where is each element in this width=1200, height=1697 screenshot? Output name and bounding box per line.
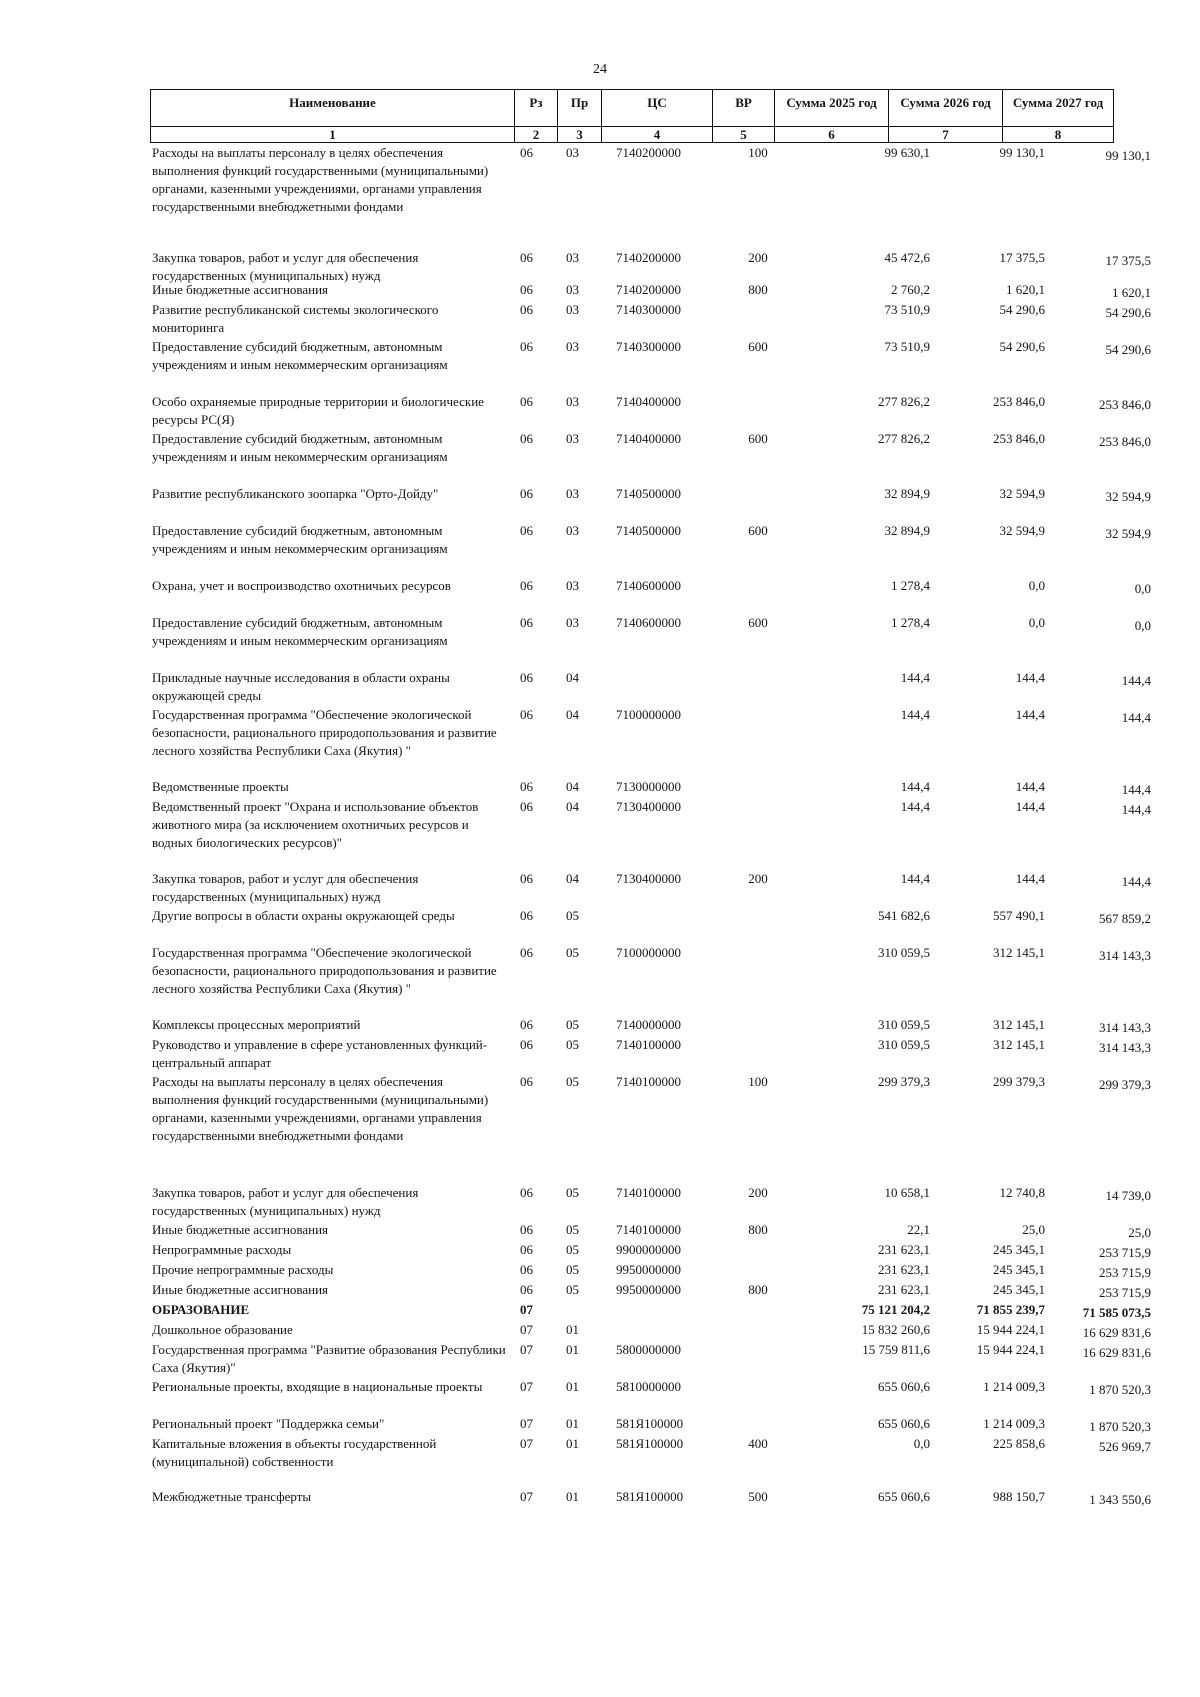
row-rz: 06 (520, 1037, 533, 1052)
row-sum-2027: 253 846,0 (1099, 397, 1151, 412)
table-row (150, 522, 1151, 558)
row-name: Региональный проект "Поддержка семьи" (152, 1416, 385, 1431)
row-pr: 05 (566, 1222, 579, 1237)
row-name: Закупка товаров, работ и услуг для обеспечения государственных (муниципальных) нужд (152, 1185, 419, 1218)
row-rz: 06 (520, 1222, 533, 1237)
row-pr: 03 (566, 431, 579, 446)
row-sum-2027: 253 846,0 (1099, 434, 1151, 449)
row-rz: 06 (520, 945, 533, 960)
row-pr: 04 (566, 871, 579, 886)
row-rz: 06 (520, 486, 533, 501)
row-sum-2026: 0,0 (1028, 578, 1045, 593)
table-row (150, 1073, 1151, 1145)
row-sum-2026: 299 379,3 (993, 1074, 1045, 1089)
row-sum-2027: 54 290,6 (1105, 342, 1151, 357)
column-number: 4 (601, 126, 712, 142)
row-rz: 07 (520, 1436, 533, 1451)
row-rz: 06 (520, 339, 533, 354)
row-rz: 06 (520, 1262, 533, 1277)
row-sum-2025: 277 826,2 (878, 431, 930, 446)
row-rz: 07 (520, 1322, 533, 1337)
row-sum-2027: 144,4 (1121, 782, 1151, 797)
row-rz: 06 (520, 908, 533, 923)
column-number: 1 (150, 126, 514, 142)
row-name: Региональные проекты, входящие в национальные проекты (152, 1379, 483, 1394)
column-number: 3 (557, 126, 601, 142)
table-row (150, 944, 1151, 998)
table-row (150, 393, 1151, 429)
row-name: Развитие республиканской системы экологического мониторинга (152, 302, 439, 335)
row-sum-2026: 245 345,1 (993, 1282, 1045, 1297)
row-sum-2025: 2 760,2 (891, 282, 930, 297)
row-pr: 04 (566, 779, 579, 794)
row-sum-2026: 32 594,9 (999, 486, 1045, 501)
row-sum-2026: 144,4 (1015, 707, 1045, 722)
row-sum-2025: 45 472,6 (884, 250, 930, 265)
row-sum-2027: 25,0 (1128, 1225, 1151, 1240)
row-sum-2026: 54 290,6 (999, 339, 1045, 354)
row-pr: 03 (566, 302, 579, 317)
row-sum-2026: 144,4 (1015, 670, 1045, 685)
row-rz: 07 (520, 1342, 533, 1357)
table-row (150, 430, 1151, 466)
row-vr: 600 (748, 615, 768, 630)
row-pr: 01 (566, 1436, 579, 1451)
row-rz: 06 (520, 394, 533, 409)
row-pr: 05 (566, 908, 579, 923)
row-cs: 581Я100000 (616, 1436, 684, 1451)
row-sum-2027: 314 143,3 (1099, 1020, 1151, 1035)
row-sum-2027: 299 379,3 (1099, 1077, 1151, 1092)
row-cs: 9950000000 (616, 1282, 681, 1297)
row-sum-2027: 253 715,9 (1099, 1245, 1151, 1260)
row-sum-2025: 22,1 (907, 1222, 930, 1237)
row-cs: 7140200000 (616, 250, 681, 265)
row-name: Ведомственный проект "Охрана и использование объектов животного мира (за исключением охотничьих ресурсов и водных биологических ресурсов)" (152, 799, 479, 850)
row-name: Особо охраняемые природные территории и биологические ресурсы РС(Я) (152, 394, 484, 427)
row-vr: 200 (748, 871, 768, 886)
row-cs: 7140400000 (616, 394, 681, 409)
row-name: Дошкольное образование (152, 1322, 293, 1337)
row-rz: 06 (520, 302, 533, 317)
row-sum-2026: 144,4 (1015, 799, 1045, 814)
row-vr: 400 (748, 1436, 768, 1451)
row-sum-2025: 0,0 (913, 1436, 930, 1451)
row-name: Прикладные научные исследования в области охраны окружающей среды (152, 670, 450, 703)
row-sum-2026: 253 846,0 (993, 394, 1045, 409)
row-sum-2025: 32 894,9 (884, 486, 930, 501)
row-sum-2025: 10 658,1 (884, 1185, 930, 1200)
row-sum-2025: 75 121 204,2 (861, 1302, 930, 1317)
column-numbers-row (150, 126, 1114, 143)
row-pr: 03 (566, 282, 579, 297)
table-row (150, 1281, 1151, 1300)
row-rz: 06 (520, 1185, 533, 1200)
row-sum-2026: 54 290,6 (999, 302, 1045, 317)
row-name: Государственная программа "Обеспечение экологической безопасности, рационального природопользования и развитие лесного хозяйства Республики Саха (Якутия) " (152, 945, 497, 996)
row-pr: 03 (566, 615, 579, 630)
row-sum-2026: 0,0 (1028, 615, 1045, 630)
table-row (150, 706, 1151, 760)
row-name: Закупка товаров, работ и услуг для обеспечения государственных (муниципальных) нужд (152, 250, 419, 283)
row-vr: 100 (748, 145, 768, 160)
row-rz: 06 (520, 145, 533, 160)
row-sum-2025: 144,4 (900, 670, 930, 685)
row-sum-2025: 15 832 260,6 (861, 1322, 930, 1337)
row-cs: 7140200000 (616, 282, 681, 297)
row-sum-2026: 15 944 224,1 (976, 1342, 1045, 1357)
row-pr: 05 (566, 1185, 579, 1200)
row-rz: 06 (520, 707, 533, 722)
row-sum-2027: 1 620,1 (1112, 285, 1151, 300)
row-sum-2027: 16 629 831,6 (1082, 1325, 1151, 1340)
row-sum-2027: 32 594,9 (1105, 489, 1151, 504)
row-sum-2025: 73 510,9 (884, 339, 930, 354)
table-row (150, 1301, 1151, 1320)
row-rz: 06 (520, 578, 533, 593)
row-sum-2025: 310 059,5 (878, 945, 930, 960)
row-name: Другие вопросы в области охраны окружающей среды (152, 908, 455, 923)
column-number: 7 (888, 126, 1002, 142)
row-sum-2027: 144,4 (1121, 710, 1151, 725)
row-rz: 07 (520, 1489, 533, 1504)
row-sum-2027: 253 715,9 (1099, 1285, 1151, 1300)
table-row (150, 1036, 1151, 1072)
row-sum-2027: 71 585 073,5 (1082, 1305, 1151, 1320)
row-vr: 800 (748, 1282, 768, 1297)
row-sum-2025: 15 759 811,6 (862, 1342, 930, 1357)
row-cs: 7130400000 (616, 799, 681, 814)
row-name: ОБРАЗОВАНИЕ (152, 1302, 250, 1317)
row-vr: 200 (748, 1185, 768, 1200)
row-pr: 03 (566, 250, 579, 265)
row-name: Государственная программа "Развитие образования Республики Саха (Якутия)" (152, 1342, 506, 1375)
row-name: Капитальные вложения в объекты государственной (муниципальной) собственности (152, 1436, 437, 1469)
row-pr: 05 (566, 1074, 579, 1089)
row-pr: 01 (566, 1322, 579, 1337)
row-name: Руководство и управление в сфере установленных функций-центральный аппарат (152, 1037, 488, 1070)
row-sum-2026: 988 150,7 (993, 1489, 1045, 1504)
row-cs: 7130000000 (616, 779, 681, 794)
row-sum-2026: 25,0 (1022, 1222, 1045, 1237)
row-pr: 05 (566, 1242, 579, 1257)
row-sum-2026: 253 846,0 (993, 431, 1045, 446)
table-row (150, 1016, 1151, 1035)
row-pr: 05 (566, 1282, 579, 1297)
row-rz: 06 (520, 871, 533, 886)
row-cs: 7140500000 (616, 486, 681, 501)
row-pr: 05 (566, 1017, 579, 1032)
row-cs: 7140100000 (616, 1074, 681, 1089)
row-cs: 7100000000 (616, 945, 681, 960)
row-sum-2026: 15 944 224,1 (976, 1322, 1045, 1337)
row-sum-2025: 655 060,6 (878, 1379, 930, 1394)
row-pr: 03 (566, 486, 579, 501)
row-sum-2025: 1 278,4 (891, 615, 930, 630)
row-sum-2027: 99 130,1 (1105, 148, 1151, 163)
row-name: Предоставление субсидий бюджетным, автономным учреждениям и иным некоммерческим организациям (152, 523, 448, 556)
row-sum-2026: 557 490,1 (993, 908, 1045, 923)
row-pr: 03 (566, 145, 579, 160)
row-sum-2026: 144,4 (1015, 779, 1045, 794)
row-cs: 5810000000 (616, 1379, 681, 1394)
row-rz: 07 (520, 1416, 533, 1431)
row-sum-2027: 1 870 520,3 (1089, 1382, 1151, 1397)
row-sum-2026: 1 214 009,3 (983, 1379, 1045, 1394)
column-number: 5 (712, 126, 774, 142)
row-pr: 05 (566, 1037, 579, 1052)
row-name: Развитие республиканского зоопарка "Орто-Дойду" (152, 486, 439, 501)
row-name: Предоставление субсидий бюджетным, автономным учреждениям и иным некоммерческим организациям (152, 431, 448, 464)
row-sum-2026: 32 594,9 (999, 523, 1045, 538)
row-sum-2026: 71 855 239,7 (976, 1302, 1045, 1317)
table-header (150, 89, 1114, 127)
row-vr: 800 (748, 282, 768, 297)
page-number: 24 (593, 62, 607, 77)
row-pr: 03 (566, 523, 579, 538)
row-pr: 03 (566, 394, 579, 409)
row-sum-2025: 655 060,6 (878, 1489, 930, 1504)
row-vr: 500 (748, 1489, 768, 1504)
column-number: 6 (774, 126, 888, 142)
table-row (150, 614, 1151, 650)
row-sum-2025: 144,4 (900, 779, 930, 794)
row-cs: 7140000000 (616, 1017, 681, 1032)
table-row (150, 907, 1151, 926)
row-sum-2027: 32 594,9 (1105, 526, 1151, 541)
row-sum-2025: 144,4 (900, 799, 930, 814)
row-sum-2027: 16 629 831,6 (1082, 1345, 1151, 1360)
table-row (150, 1261, 1151, 1280)
row-name: Прочие непрограммные расходы (152, 1262, 334, 1277)
row-sum-2027: 144,4 (1121, 673, 1151, 688)
row-vr: 600 (748, 431, 768, 446)
row-name: Расходы на выплаты персоналу в целях обеспечения выполнения функций государственными (муниципальными) органами, казенными учреждениями, органами управления государственными внебюджетными фондами (152, 145, 489, 214)
table-row (150, 249, 1151, 285)
row-name: Иные бюджетные ассигнования (152, 1222, 329, 1237)
table-row (150, 1341, 1151, 1377)
row-cs: 7140600000 (616, 578, 681, 593)
row-pr: 01 (566, 1489, 579, 1504)
row-rz: 06 (520, 779, 533, 794)
row-sum-2025: 144,4 (900, 871, 930, 886)
row-sum-2027: 14 739,0 (1105, 1188, 1151, 1203)
row-pr: 01 (566, 1379, 579, 1394)
row-pr: 05 (566, 945, 579, 960)
table-row (150, 338, 1151, 374)
row-sum-2025: 231 623,1 (878, 1242, 930, 1257)
row-name: Закупка товаров, работ и услуг для обеспечения государственных (муниципальных) нужд (152, 871, 419, 904)
table-row (150, 1184, 1151, 1220)
header-sum-2025: Сумма 2025 год (774, 90, 888, 126)
row-cs: 7140300000 (616, 302, 681, 317)
row-rz: 06 (520, 282, 533, 297)
row-rz: 07 (520, 1302, 533, 1317)
row-rz: 06 (520, 1017, 533, 1032)
row-rz: 06 (520, 799, 533, 814)
table-row (150, 798, 1151, 852)
table-row (150, 1415, 1151, 1434)
row-rz: 06 (520, 1242, 533, 1257)
row-sum-2025: 541 682,6 (878, 908, 930, 923)
row-sum-2025: 231 623,1 (878, 1282, 930, 1297)
row-name: Государственная программа "Обеспечение экологической безопасности, рационального природопользования и развитие лесного хозяйства Республики Саха (Якутия) " (152, 707, 497, 758)
row-cs: 7140200000 (616, 145, 681, 160)
row-pr: 03 (566, 578, 579, 593)
row-sum-2025: 99 630,1 (884, 145, 930, 160)
row-pr: 01 (566, 1416, 579, 1431)
row-sum-2026: 245 345,1 (993, 1262, 1045, 1277)
row-rz: 06 (520, 431, 533, 446)
row-cs: 5800000000 (616, 1342, 681, 1357)
row-sum-2025: 231 623,1 (878, 1262, 930, 1277)
table-row (150, 485, 1151, 504)
row-name: Иные бюджетные ассигнования (152, 1282, 329, 1297)
row-sum-2025: 299 379,3 (878, 1074, 930, 1089)
row-cs: 581Я100000 (616, 1416, 684, 1431)
header-rz: Рз (514, 90, 557, 126)
row-sum-2026: 312 145,1 (993, 1037, 1045, 1052)
row-cs: 7140100000 (616, 1037, 681, 1052)
table-row (150, 1241, 1151, 1260)
row-cs: 9900000000 (616, 1242, 681, 1257)
row-cs: 7130400000 (616, 871, 681, 886)
row-vr: 600 (748, 339, 768, 354)
row-sum-2026: 312 145,1 (993, 1017, 1045, 1032)
row-sum-2027: 0,0 (1134, 618, 1151, 633)
row-cs: 9950000000 (616, 1262, 681, 1277)
row-sum-2026: 1 214 009,3 (983, 1416, 1045, 1431)
row-name: Межбюджетные трансферты (152, 1489, 312, 1504)
row-name: Предоставление субсидий бюджетным, автономным учреждениям и иным некоммерческим организациям (152, 615, 448, 648)
row-sum-2027: 1 343 550,6 (1089, 1492, 1151, 1507)
row-sum-2025: 32 894,9 (884, 523, 930, 538)
row-rz: 06 (520, 615, 533, 630)
row-sum-2027: 54 290,6 (1105, 305, 1151, 320)
row-pr: 04 (566, 707, 579, 722)
table-row (150, 1378, 1151, 1397)
row-sum-2027: 17 375,5 (1105, 253, 1151, 268)
row-sum-2027: 0,0 (1134, 581, 1151, 596)
row-sum-2025: 144,4 (900, 707, 930, 722)
column-number: 8 (1002, 126, 1114, 142)
table-row (150, 577, 1151, 596)
row-pr: 03 (566, 339, 579, 354)
row-sum-2027: 567 859,2 (1099, 911, 1151, 926)
table-row (150, 778, 1151, 797)
row-sum-2025: 277 826,2 (878, 394, 930, 409)
row-cs: 7140400000 (616, 431, 681, 446)
row-sum-2026: 12 740,8 (999, 1185, 1045, 1200)
row-sum-2026: 1 620,1 (1006, 282, 1045, 297)
table-row (150, 1435, 1151, 1471)
row-name: Непрограммные расходы (152, 1242, 292, 1257)
row-name: Ведомственные проекты (152, 779, 289, 794)
row-sum-2025: 310 059,5 (878, 1017, 930, 1032)
row-rz: 06 (520, 1282, 533, 1297)
row-pr: 05 (566, 1262, 579, 1277)
row-name: Комплексы процессных мероприятий (152, 1017, 361, 1032)
row-vr: 200 (748, 250, 768, 265)
row-pr: 04 (566, 670, 579, 685)
row-sum-2027: 1 870 520,3 (1089, 1419, 1151, 1434)
row-sum-2026: 245 345,1 (993, 1242, 1045, 1257)
row-rz: 06 (520, 1074, 533, 1089)
row-cs: 581Я100000 (616, 1489, 684, 1504)
row-name: Предоставление субсидий бюджетным, автономным учреждениям и иным некоммерческим организациям (152, 339, 448, 372)
table-row (150, 1488, 1151, 1507)
header-sum-2026: Сумма 2026 год (888, 90, 1002, 126)
row-rz: 06 (520, 670, 533, 685)
row-name: Расходы на выплаты персоналу в целях обеспечения выполнения функций государственными (муниципальными) органами, казенными учреждениями, органами управления государственными внебюджетными фондами (152, 1074, 489, 1143)
header-cs: ЦС (601, 90, 712, 126)
row-sum-2027: 144,4 (1121, 874, 1151, 889)
row-vr: 600 (748, 523, 768, 538)
header-vr: ВР (712, 90, 774, 126)
row-sum-2027: 314 143,3 (1099, 1040, 1151, 1055)
table-row (150, 870, 1151, 906)
row-cs: 7140100000 (616, 1185, 681, 1200)
table-row (150, 281, 1151, 300)
row-sum-2025: 73 510,9 (884, 302, 930, 317)
row-sum-2026: 312 145,1 (993, 945, 1045, 960)
row-sum-2027: 253 715,9 (1099, 1265, 1151, 1280)
row-sum-2025: 655 060,6 (878, 1416, 930, 1431)
row-sum-2027: 526 969,7 (1099, 1439, 1151, 1454)
row-sum-2026: 225 858,6 (993, 1436, 1045, 1451)
row-pr: 01 (566, 1342, 579, 1357)
header-name: Наименование (150, 90, 514, 126)
row-name: Иные бюджетные ассигнования (152, 282, 329, 297)
row-sum-2025: 1 278,4 (891, 578, 930, 593)
table-row (150, 669, 1151, 705)
row-cs: 7140500000 (616, 523, 681, 538)
row-rz: 06 (520, 523, 533, 538)
column-number: 2 (514, 126, 557, 142)
row-sum-2027: 144,4 (1121, 802, 1151, 817)
row-sum-2026: 17 375,5 (999, 250, 1045, 265)
row-cs: 7100000000 (616, 707, 681, 722)
row-cs: 7140600000 (616, 615, 681, 630)
header-pr: Пр (557, 90, 601, 126)
row-cs: 7140100000 (616, 1222, 681, 1237)
table-row (150, 144, 1151, 216)
table-row (150, 1221, 1151, 1240)
row-rz: 06 (520, 250, 533, 265)
row-cs: 7140300000 (616, 339, 681, 354)
row-vr: 100 (748, 1074, 768, 1089)
table-row (150, 301, 1151, 337)
table-row (150, 1321, 1151, 1340)
row-sum-2027: 314 143,3 (1099, 948, 1151, 963)
row-rz: 07 (520, 1379, 533, 1394)
header-sum-2027: Сумма 2027 год (1002, 90, 1114, 126)
row-name: Охрана, учет и воспроизводство охотничьих ресурсов (152, 578, 451, 593)
row-sum-2026: 99 130,1 (999, 145, 1045, 160)
row-sum-2025: 310 059,5 (878, 1037, 930, 1052)
row-sum-2026: 144,4 (1015, 871, 1045, 886)
row-pr: 04 (566, 799, 579, 814)
row-vr: 800 (748, 1222, 768, 1237)
